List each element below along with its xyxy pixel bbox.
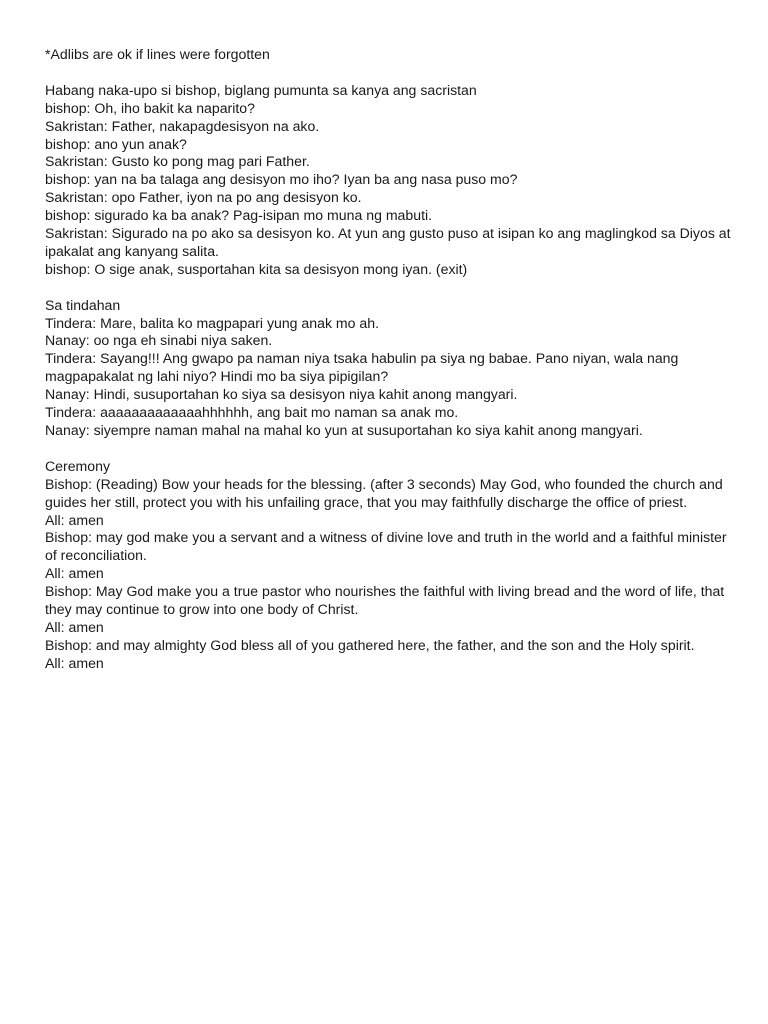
scene-ceremony [45, 458, 735, 673]
dialogue-line: Sakristan: Gusto ko pong mag pari Father. [45, 153, 310, 170]
dialogue-line: Bishop: may god make you a servant and a witness of divine love and truth in the world and a faithful minister of reconciliation. [45, 529, 727, 564]
dialogue-line: bishop: Oh, iho bakit ka naparito? [45, 99, 255, 116]
dialogue-line: Tindera: Mare, balita ko magpapari yung anak mo ah. [45, 314, 379, 331]
dialogue-line: bishop: ano yun anak? [45, 135, 187, 152]
dialogue-line: Tindera: Sayang!!! Ang gwapo pa naman niya tsaka habulin pa siya ng babae. Pano niyan, wala nang magpapakalat ng lahi niyo? Hindi mo ba siya pipigilan? [45, 350, 679, 385]
spacer [45, 440, 735, 458]
dialogue-line: Nanay: oo nga eh sinabi niya saken. [45, 332, 273, 349]
dialogue-line: bishop: O sige anak, susportahan kita sa desisyon mong iyan. (exit) [45, 260, 468, 277]
scene-store [45, 297, 735, 440]
dialogue-line: All: amen [45, 618, 104, 635]
dialogue-line: bishop: sigurado ka ba anak? Pag-isipan mo muna ng mabuti. [45, 207, 433, 224]
scene-heading: Ceremony [45, 457, 111, 474]
dialogue-line: Nanay: siyempre naman mahal na mahal ko yun at susuportahan ko siya kahit anong mangyari. [45, 422, 643, 438]
dialogue-line: Tindera: aaaaaaaaaaaaahhhhhh, ang bait mo naman sa anak mo. [45, 404, 459, 421]
dialogue-line: Sakristan: Sigurado na po ako sa desisyon ko. At yun ang gusto puso at isipan ko ang maglingkod sa Diyos at ipakalat ang kanyang salita. [45, 225, 731, 259]
dialogue-line: Bishop: May God make you a true pastor who nourishes the faithful with living bread and the word of life, that they may continue to grow into one body of Christ. [45, 583, 725, 618]
scene-sacristy [45, 82, 735, 279]
dialogue-line: bishop: yan na ba talaga ang desisyon mo iho? Iyan ba ang nasa puso mo? [45, 171, 518, 188]
dialogue-line: All: amen [45, 565, 104, 582]
scene-heading: Sa tindahan [45, 296, 121, 313]
dialogue-line: All: amen [45, 511, 104, 528]
dialogue-line: All: amen [45, 654, 104, 671]
script-page [45, 46, 735, 673]
adlib-note: *Adlibs are ok if lines were forgotten [45, 46, 270, 62]
spacer [45, 279, 735, 297]
dialogue-line: Bishop: (Reading) Bow your heads for the blessing. (after 3 seconds) May God, who founded the church and guides her still, protect you with his unfailing grace, that you may faithfully discharge the office of priest. [45, 475, 723, 510]
spacer [45, 64, 735, 82]
dialogue-line: Nanay: Hindi, susuportahan ko siya sa desisyon niya kahit anong mangyari. [45, 386, 518, 403]
scene-heading: Habang naka-upo si bishop, biglang pumunta sa kanya ang sacristan [45, 81, 477, 98]
dialogue-line: Sakristan: Father, nakapagdesisyon na ako. [45, 117, 320, 134]
dialogue-line: Sakristan: opo Father, iyon na po ang desisyon ko. [45, 189, 362, 206]
dialogue-line: Bishop: and may almighty God bless all of you gathered here, the father, and the son and the Holy spirit. [45, 636, 695, 653]
